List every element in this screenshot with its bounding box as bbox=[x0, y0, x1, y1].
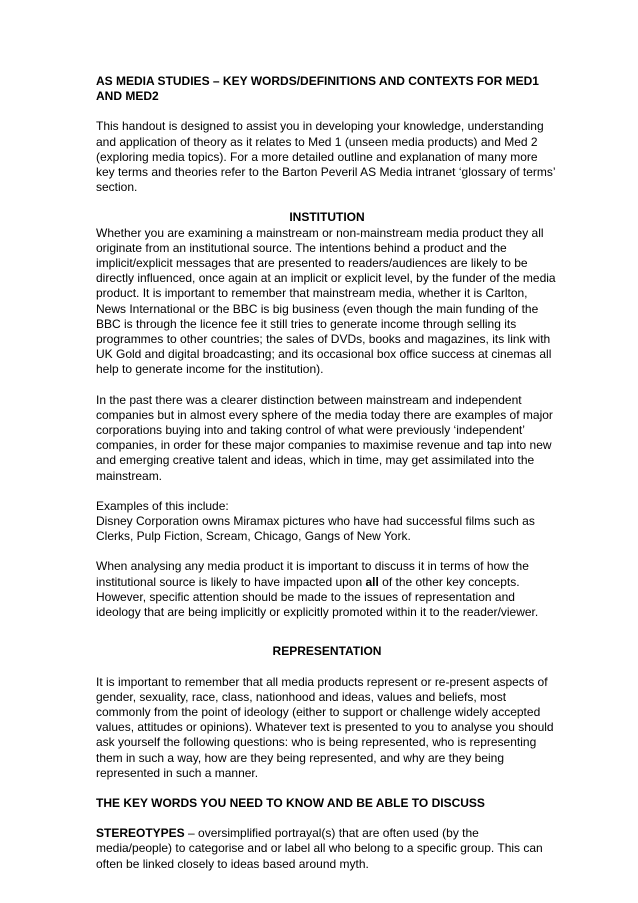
key-words-heading: THE KEY WORDS YOU NEED TO KNOW AND BE ABLE TO DISCUSS bbox=[96, 795, 485, 810]
stereotypes-def-text: – oversimplified portrayal(s) that are often used (by the media/people) to categorise and or label all who belong to a specific group. This can often be linked closely to ideas based around myth. bbox=[96, 826, 543, 871]
stereotypes-term: STEREOTYPES bbox=[96, 826, 185, 841]
institution-paragraph-1: Whether you are examining a mainstream or non-mainstream media product they all originate from an institutional source. The intentions behind a product and the implicit/explicit messages that are presented to readers/audiences are likely to be directly influenced, once again at an implicit or explicit level, by the funder of the media product. It is important to remember that mainstream media, whether it is Carlton, News International or the BBC is big business (even though the main funding of the BBC is through the licence fee it still tries to generate income through selling its programmes to other countries; the sales of DVDs, books and magazines, its link with UK Gold and digital broadcasting; and its occasional box office success at cinemas all help to generate income for the institution). bbox=[96, 225, 556, 377]
examples-label: Examples of this include: bbox=[96, 498, 229, 513]
stereotypes-definition bbox=[96, 826, 558, 872]
institution-paragraph-3 bbox=[96, 559, 558, 620]
examples-text: Disney Corporation owns Miramax pictures who have had successful films such as Clerks, Pulp Fiction, Scream, Chicago, Gangs of New York. bbox=[96, 514, 535, 544]
p3-text-before: When analysing any media product it is important to discuss it in terms of how the institutional source is likely to have impacted upon bbox=[96, 559, 529, 589]
representation-paragraph: It is important to remember that all media products represent or re-present aspects of gender, sexuality, race, class, nationhood and ideas, values and beliefs, most commonly from the point of ideology (either to support or challenge widely accepted values, attitudes or opinions). Whatever text is presented to you to analyse you should ask yourself the following questions: who is being represented, who is representing them in such a way, how are they being represented, and why are they being represented in such a manner. bbox=[96, 674, 554, 780]
document-title: AS MEDIA STUDIES – KEY WORDS/DEFINITIONS AND CONTEXTS FOR MED1 AND MED2 bbox=[96, 74, 539, 104]
p3-text-after: of the other key concepts. However, specific attention should be made to the issues of representation and ideology that are being implicitly or explicitly promoted within it to the reader/viewer. bbox=[96, 574, 539, 620]
representation-heading: REPRESENTATION bbox=[272, 644, 382, 659]
institution-paragraph-2: In the past there was a clearer distinction between mainstream and independent companies but in almost every sphere of the media today there are examples of major corporations buying into and taking control of what were previously ‘independent’ companies, in order for these major companies to maximise revenue and tap into new and emerging creative talent and ideas, which in time, may get assimilated into the mainstream. bbox=[96, 392, 553, 483]
institution-heading: INSTITUTION bbox=[289, 210, 365, 225]
intro-paragraph: This handout is designed to assist you in developing your knowledge, understanding and application of theory as it relates to Med 1 (unseen media products) and Med 2 (exploring media topics). For a more detailed outline and explanation of many more key terms and theories refer to the Barton Peveril AS Media intranet ‘glossary of terms’ section. bbox=[96, 119, 556, 195]
p3-bold-all: all bbox=[365, 574, 379, 589]
